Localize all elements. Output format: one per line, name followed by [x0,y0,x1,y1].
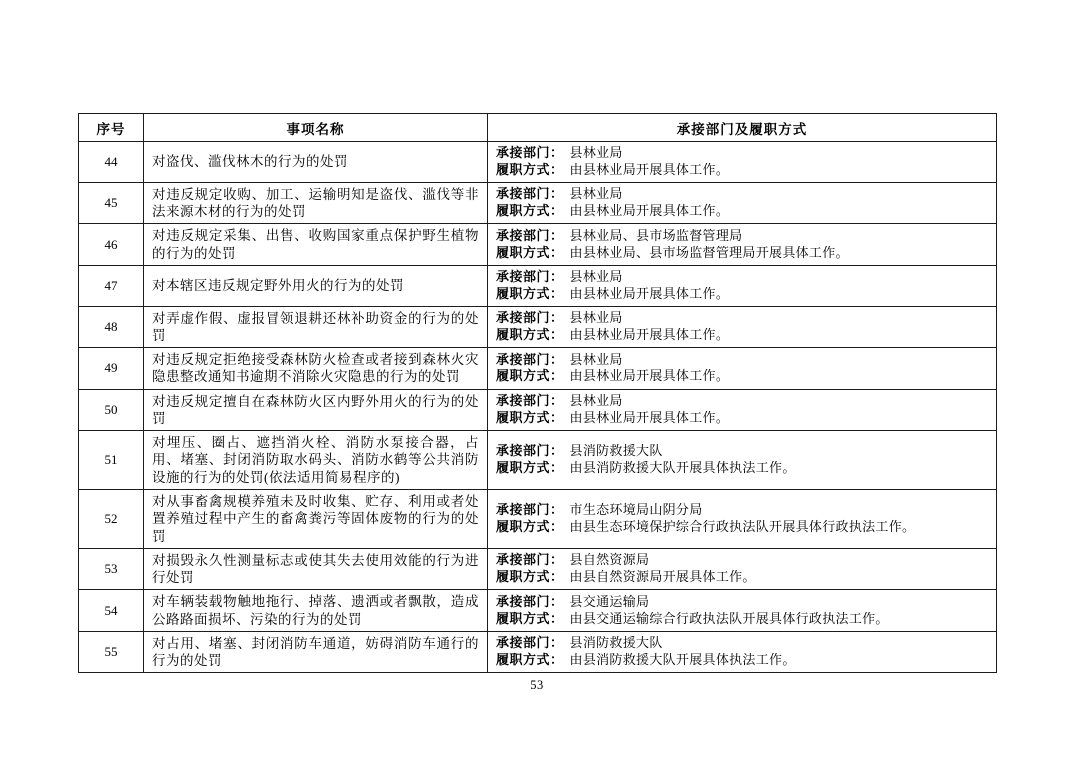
row-serial-number: 46 [79,224,144,266]
row-department-cell [488,224,997,266]
row-department-cell [488,182,997,224]
department-value: 市生态环境局山阴分局 [569,502,703,518]
method-line [496,368,988,385]
row-item-name: 对车辆装载物触地拖行、掉落、遗洒或者飘散，造成公路路面损坏、污染的行为的处罚 [144,590,488,632]
method-value: 由县林业局开展具体工作。 [569,203,730,219]
row-item-name: 对违反规定收购、加工、运输明知是盗伐、滥伐等非法来源木材的行为的处罚 [144,182,488,224]
table-row [79,590,997,632]
row-serial-number: 49 [79,348,144,390]
method-value: 由县生态环境保护综合行政执法队开展具体行政执法工作。 [569,518,916,534]
department-label: 承接部门： [496,351,564,367]
row-department-cell [488,348,997,390]
method-label: 履职方式： [496,244,564,260]
row-item-name: 对占用、堵塞、封闭消防车通道，妨碍消防车通行的行为的处罚 [144,631,488,673]
department-value: 县交通运输局 [569,593,650,609]
method-line [496,519,988,536]
department-line [496,269,988,286]
method-label: 履职方式： [496,460,564,476]
row-item-name: 对盗伐、滥伐林木的行为的处罚 [144,142,488,183]
row-department-cell [488,590,997,632]
department-label: 承接部门： [496,186,564,202]
row-department-cell [488,631,997,673]
table-row [79,389,997,431]
matters-table [78,113,997,673]
department-line [496,443,988,460]
row-item-name: 对弄虚作假、虚报冒领退耕还林补助资金的行为的处罚 [144,306,488,348]
method-line [496,245,988,262]
department-label: 承接部门： [496,502,564,518]
table-header-row [79,114,997,142]
row-serial-number: 48 [79,306,144,348]
method-label: 履职方式： [496,652,564,668]
row-department-cell [488,490,997,549]
method-value: 由县消防救援大队开展具体执法工作。 [569,460,796,476]
row-item-name: 对从事畜禽规模养殖未及时收集、贮存、利用或者处置养殖过程中产生的畜禽粪污等固体废物的行为的处罚 [144,490,488,549]
method-line [496,611,988,628]
department-label: 承接部门： [496,552,564,568]
department-value: 县消防救援大队 [569,635,663,651]
table-row [79,348,997,390]
row-item-name: 对损毁永久性测量标志或使其失去使用效能的行为进行处罚 [144,548,488,590]
row-department-cell [488,306,997,348]
department-label: 承接部门： [496,393,564,409]
department-line [496,594,988,611]
method-value: 由县消防救援大队开展具体执法工作。 [569,652,796,668]
department-line [496,186,988,203]
department-line [496,502,988,519]
method-label: 履职方式： [496,368,564,384]
department-label: 承接部门： [496,635,564,651]
method-line [496,569,988,586]
method-value: 由县林业局开展具体工作。 [569,409,730,425]
page-number: 53 [530,678,544,692]
method-label: 履职方式： [496,518,564,534]
department-label: 承接部门： [496,310,564,325]
method-label: 履职方式： [496,610,564,626]
row-item-name: 对埋压、圈占、遮挡消火栓、消防水泵接合器，占用、堵塞、封闭消防取水码头、消防水鹤等公共消防设施的行为的处罚(依法适用简易程序的) [144,431,488,490]
department-label: 承接部门： [496,443,564,459]
method-value: 由县自然资源局开展具体工作。 [569,569,756,585]
row-item-name: 对违反规定拒绝接受森林防火检查或者接到森林火灾隐患整改通知书逾期不消除火灾隐患的行为的处罚 [144,348,488,390]
department-value: 县林业局 [569,145,623,160]
row-item-name: 对违反规定采集、出售、收购国家重点保护野生植物的行为的处罚 [144,224,488,266]
method-value: 由县林业局开展具体工作。 [569,326,730,342]
row-serial-number: 47 [79,265,144,306]
row-serial-number: 45 [79,182,144,224]
department-value: 县消防救援大队 [569,443,663,459]
department-line [496,552,988,569]
department-line [496,393,988,410]
method-label: 履职方式： [496,203,564,219]
department-line [496,635,988,652]
method-label: 履职方式： [496,326,564,342]
department-label: 承接部门： [496,145,564,160]
row-item-name: 对本辖区违反规定野外用火的行为的处罚 [144,265,488,306]
row-serial-number: 51 [79,431,144,490]
method-label: 履职方式： [496,409,564,425]
table-row [79,490,997,549]
row-serial-number: 55 [79,631,144,673]
department-line [496,228,988,245]
method-line [496,410,988,427]
method-value: 由县林业局、县市场监督管理局开展具体工作。 [569,244,849,260]
row-department-cell [488,389,997,431]
department-line [496,145,988,162]
department-line [496,310,988,327]
row-serial-number: 44 [79,142,144,183]
department-label: 承接部门： [496,593,564,609]
method-line [496,327,988,344]
row-department-cell [488,265,997,306]
header-item-name: 事项名称 [144,114,488,142]
department-label: 承接部门： [496,227,564,243]
method-label: 履职方式： [496,569,564,585]
method-value: 由县交通运输综合行政执法队开展具体行政执法工作。 [569,610,889,626]
department-value: 县林业局 [569,351,623,367]
table-row [79,306,997,348]
method-label: 履职方式： [496,285,564,301]
method-line [496,652,988,669]
method-label: 履职方式： [496,161,564,177]
row-item-name: 对违反规定擅自在森林防火区内野外用火的行为的处罚 [144,389,488,431]
department-line [496,352,988,369]
department-label: 承接部门： [496,268,564,284]
row-department-cell [488,431,997,490]
method-line [496,286,988,303]
department-value: 县林业局 [569,268,623,284]
department-value: 县自然资源局 [569,552,650,568]
row-department-cell [488,548,997,590]
table-row [79,224,997,266]
method-line [496,203,988,220]
table-row [79,431,997,490]
table-row [79,548,997,590]
row-serial-number: 50 [79,389,144,431]
method-value: 由县林业局开展具体工作。 [569,285,730,301]
header-serial-number: 序号 [79,114,144,142]
table-row [79,631,997,673]
header-department-and-method: 承接部门及履职方式 [488,114,997,142]
method-line [496,460,988,477]
table-row [79,142,997,183]
department-value: 县林业局、县市场监督管理局 [569,227,743,243]
method-line [496,162,988,179]
method-value: 由县林业局开展具体工作。 [569,161,730,177]
department-value: 县林业局 [569,393,623,409]
row-serial-number: 52 [79,490,144,549]
table-row [79,265,997,306]
department-value: 县林业局 [569,310,623,325]
row-serial-number: 53 [79,548,144,590]
row-serial-number: 54 [79,590,144,632]
method-value: 由县林业局开展具体工作。 [569,368,730,384]
table-row [79,182,997,224]
department-value: 县林业局 [569,186,623,202]
row-department-cell [488,142,997,183]
